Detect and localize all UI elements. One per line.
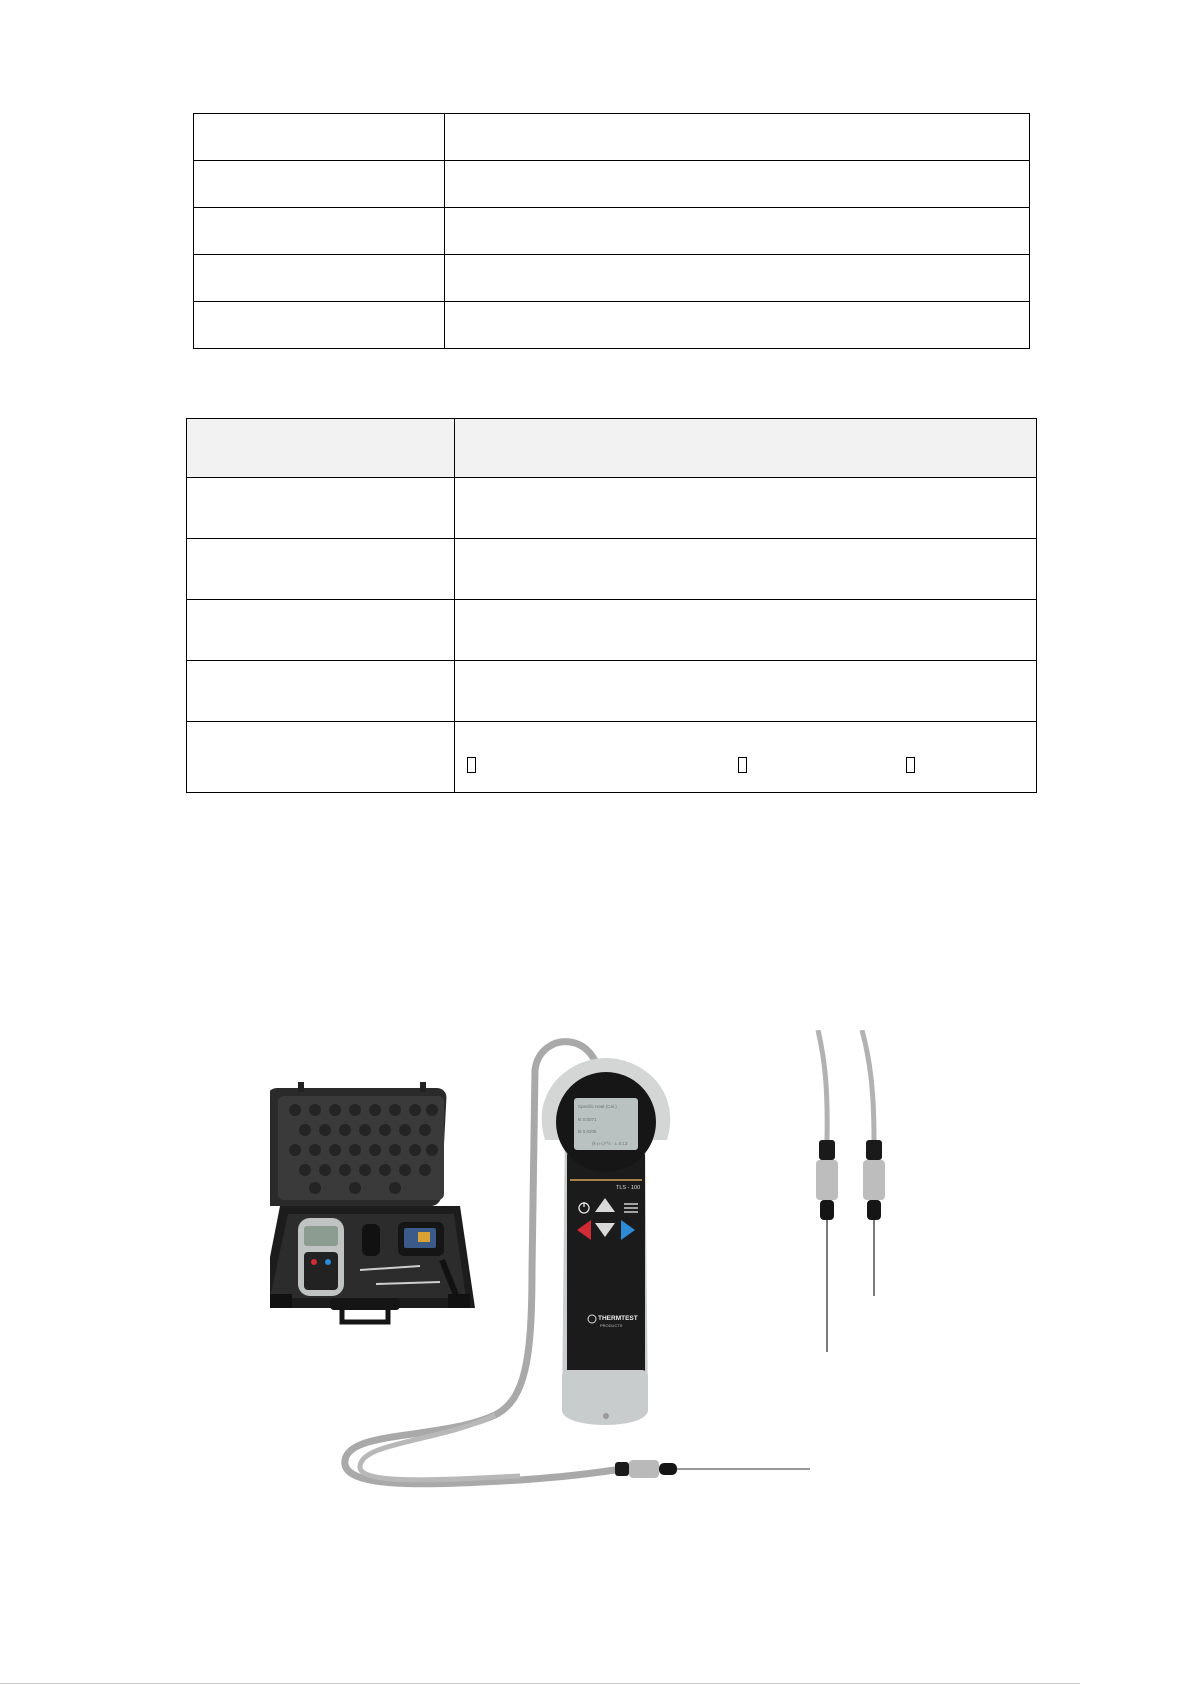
- needle-probe-right: [862, 1030, 885, 1296]
- table-cell-value: [445, 161, 1030, 208]
- table-cell-label: [187, 539, 455, 600]
- table-row: [187, 478, 1037, 539]
- carrying-case: [270, 1082, 475, 1322]
- table-cell-label: [194, 114, 445, 161]
- table-row: [187, 539, 1037, 600]
- table-cell-label: [194, 255, 445, 302]
- table-row: [194, 302, 1030, 349]
- table-header-cell: [187, 419, 455, 478]
- table-cell-value: [455, 539, 1037, 600]
- table-cell-label: [194, 161, 445, 208]
- svg-text:THERMTEST: THERMTEST: [598, 1315, 638, 1322]
- table-cell-value: [445, 255, 1030, 302]
- table-cell-label: [194, 208, 445, 255]
- spec-table-one: [193, 113, 1030, 349]
- table-cell-label: [187, 722, 455, 793]
- needle-probe-left: [816, 1030, 838, 1352]
- footer-rule: [0, 1683, 1080, 1684]
- checkbox-cell: [455, 722, 1037, 793]
- product-photo: [270, 1030, 910, 1510]
- table-cell-label: [187, 661, 455, 722]
- table-row: [194, 255, 1030, 302]
- table-row: [194, 114, 1030, 161]
- table-row: [187, 661, 1037, 722]
- table-cell-value: [455, 478, 1037, 539]
- table-cell-value: [445, 208, 1030, 255]
- table-cell-value: [455, 600, 1037, 661]
- screen-line-4: (k·ρ·c)^½ · L.0.13: [592, 1141, 628, 1146]
- table-cell-label: [187, 600, 455, 661]
- screen-line-2: kt 0.0071: [578, 1117, 597, 1122]
- checkbox-option-1[interactable]: [467, 757, 476, 773]
- svg-text:PRODUCTS: PRODUCTS: [600, 1323, 623, 1328]
- table-row: [187, 600, 1037, 661]
- table-row: [194, 161, 1030, 208]
- screen-line-1: Specific Heat (Cal.): [578, 1104, 617, 1109]
- needle-probe-horizontal: [615, 1460, 810, 1478]
- spec-table-two: [186, 418, 1037, 793]
- table-cell-value: [445, 302, 1030, 349]
- checkbox-option-2[interactable]: [738, 757, 747, 773]
- screen-line-3: kt 0.0205: [578, 1129, 597, 1134]
- thermal-meter: [542, 1058, 670, 1425]
- table-cell-label: [187, 478, 455, 539]
- table-header-cell: [455, 419, 1037, 478]
- model-label: TLS - 100: [616, 1185, 641, 1191]
- table-cell-value: [455, 661, 1037, 722]
- table-cell-value: [445, 114, 1030, 161]
- table-header-row: [187, 419, 1037, 478]
- table-cell-label: [194, 302, 445, 349]
- checkbox-option-3[interactable]: [906, 757, 915, 773]
- checkbox-row: [187, 722, 1037, 793]
- table-row: [194, 208, 1030, 255]
